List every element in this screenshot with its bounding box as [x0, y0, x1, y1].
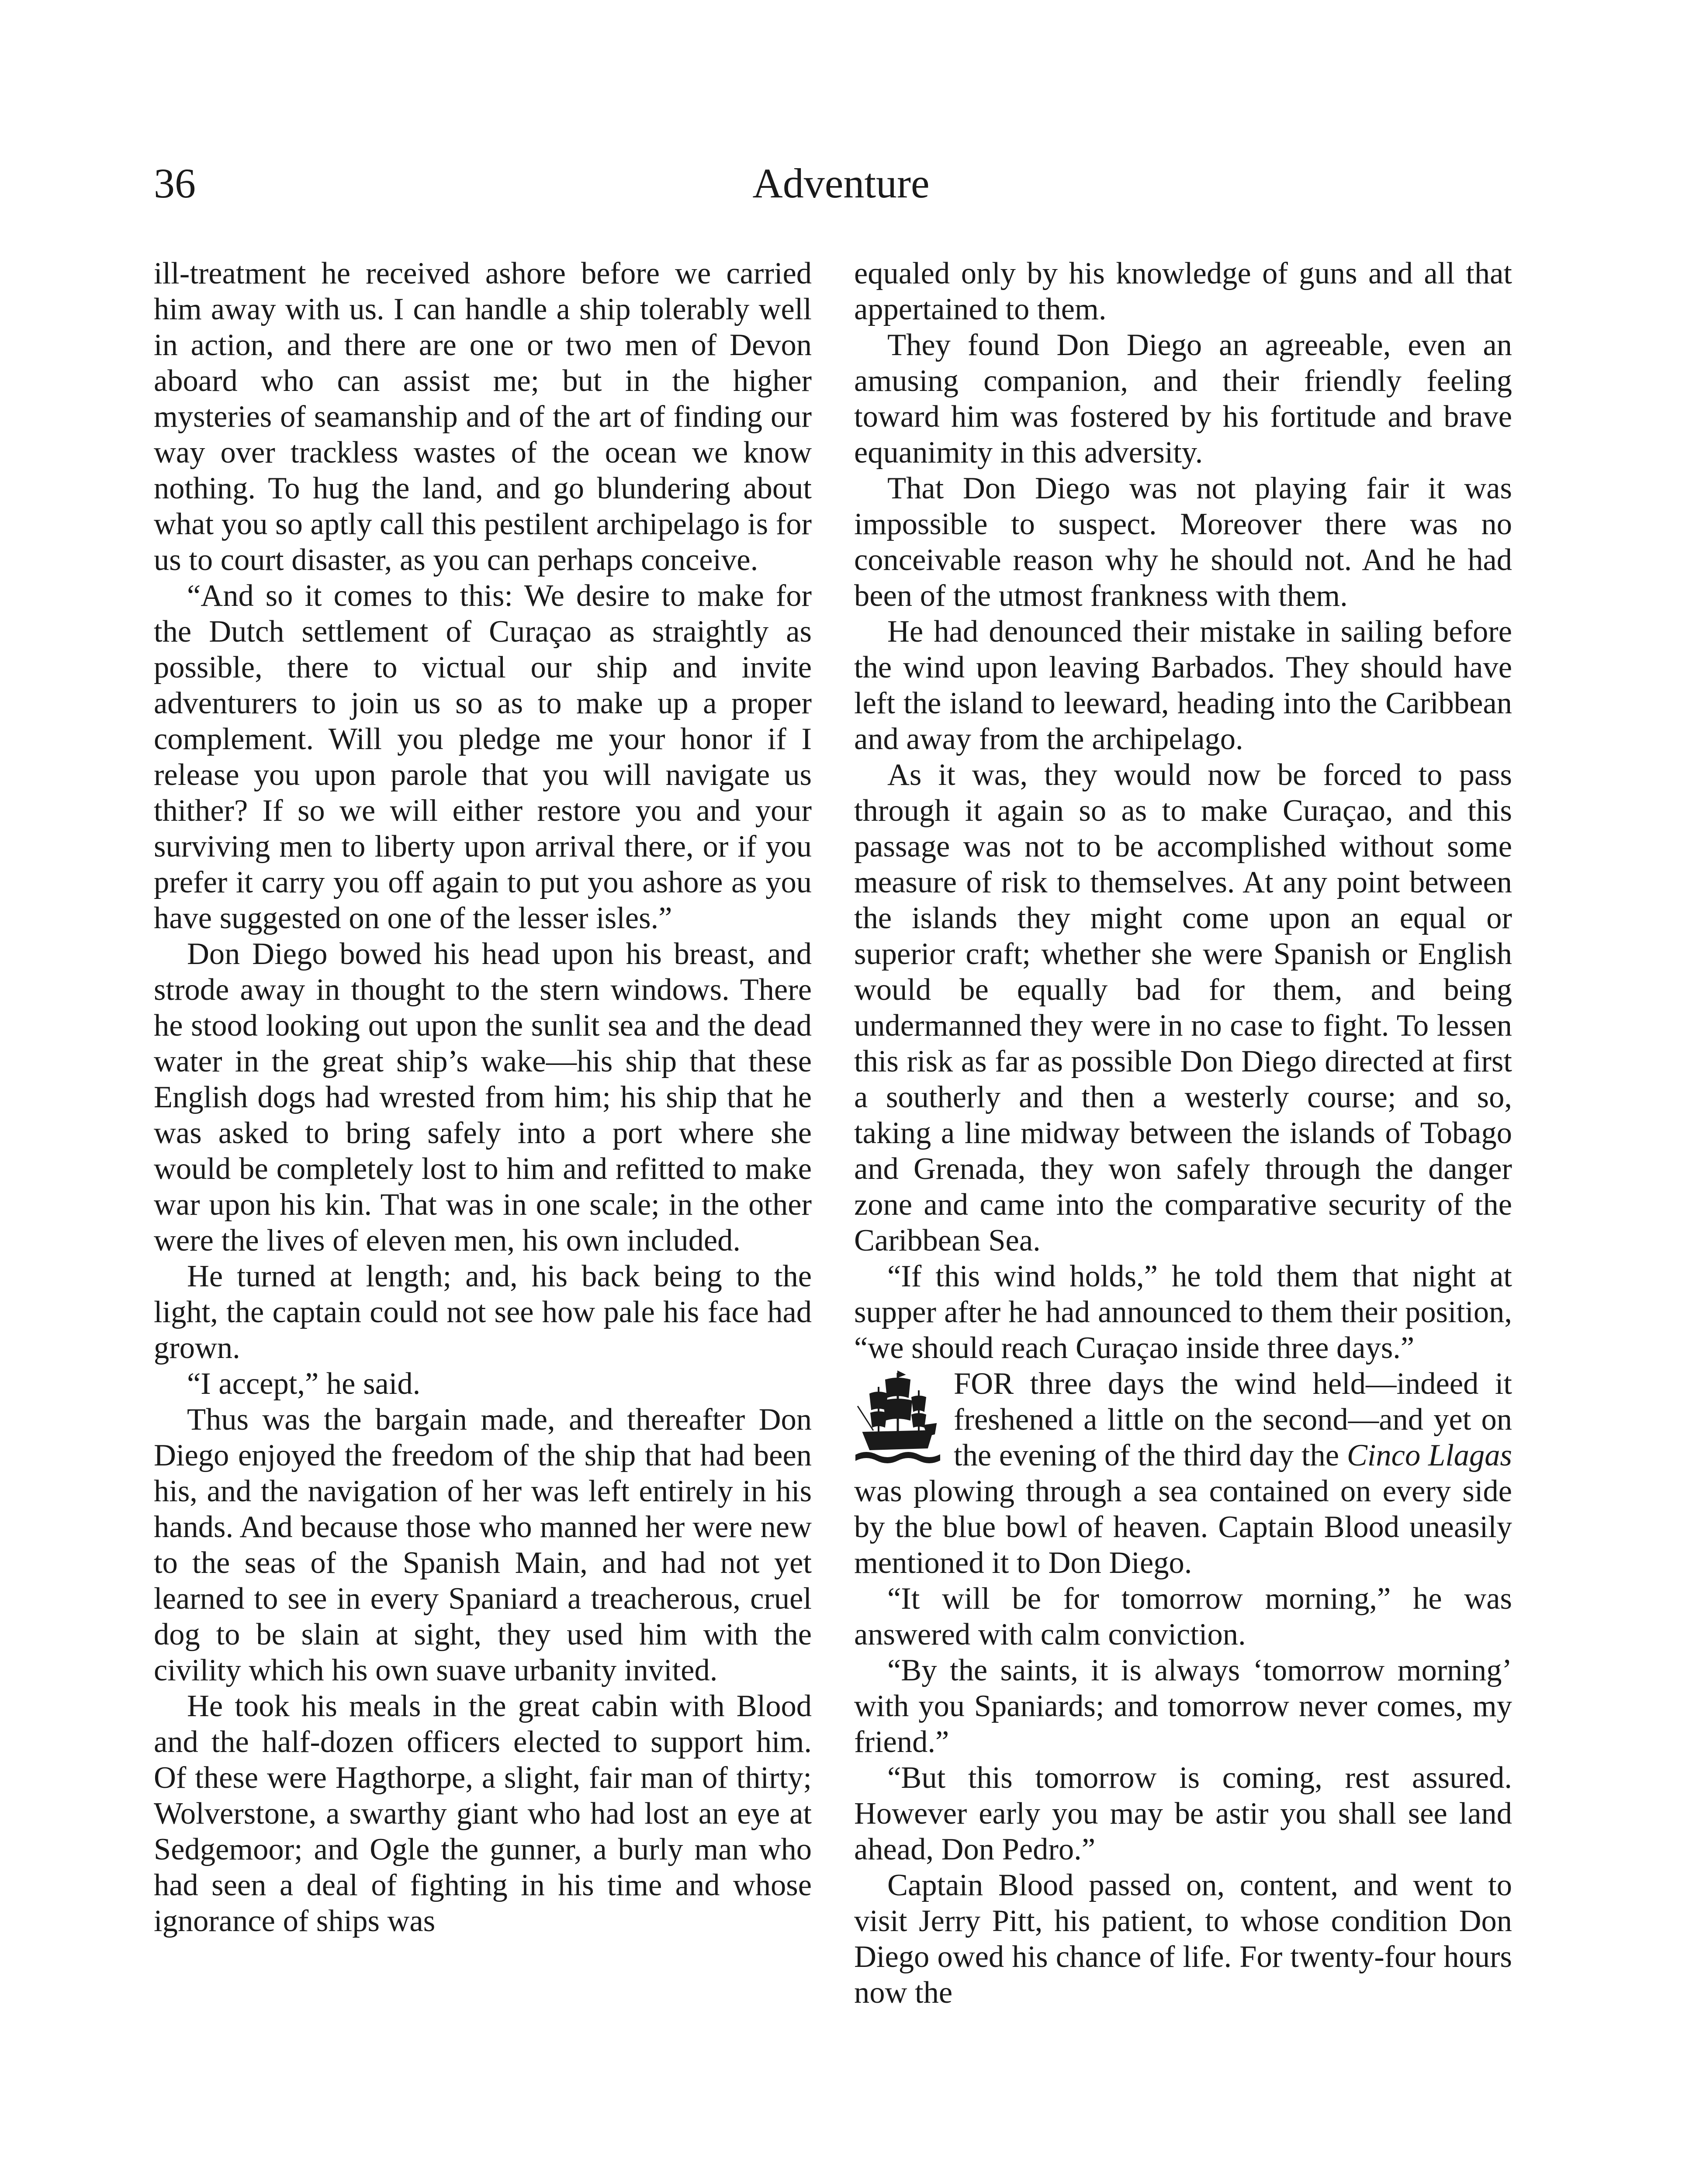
paragraph: equaled only by his knowledge of guns and all that appertained to them. — [854, 256, 1512, 326]
paragraph: That Don Diego was not playing fair it was impossible to suspect. Moreover there was no conceivable reason why he should not. And he had been of the utmost frankness with them. — [854, 471, 1512, 613]
paragraph: “By the saints, it is always ‘tomorrow morning’ with you Spaniards; and tomorrow never comes, my friend.” — [854, 1653, 1512, 1759]
paragraph: As it was, they would now be forced to pass through it again so as to make Curaçao, and this passage was not to be accomplished without some measure of risk to themselves. At any point between the islands they might come upon an equal or superior craft; whether she were Spanish or English would be equally bad for them, and being undermanned they were in no case to fight. To lessen this risk as far as possible Don Diego directed at first a southerly and then a westerly course; and so, taking a line midway between the islands of Tobago and Grenada, they won safely through the danger zone and came into the comparative security of the Caribbean Sea. — [854, 758, 1512, 1258]
paragraph: “If this wind holds,” he told them that night at supper after he had announced to them their position, “we should reach Curaçao inside three days.” — [854, 1259, 1512, 1365]
paragraph: They found Don Diego an agreeable, even an amusing companion, and their friendly feeling toward him was fostered by his fortitude and brave equanimity in this adversity. — [854, 328, 1512, 470]
paragraph: “I accept,” he said. — [187, 1367, 421, 1401]
paragraph: ill-treatment he received ashore before we carried him away with us. I can handle a ship tolerably well in action, and there are one or two men of Devon aboard who can assist me; but in the higher mysteries of seamanship and of the art of finding our way over trackless wastes of the ocean we know nothing. To hug the land, and go blundering about what you so aptly call this pestilent archipelago is for us to court disaster, as you can perhaps conceive. — [154, 256, 812, 577]
section-text-end: was plowing through a sea contained on every side by the blue bowl of heaven. Captain Blood uneasily mentioned it to Don Diego. — [854, 1474, 1512, 1580]
paragraph: He turned at length; and, his back being to the light, the captain could not see how pale his face had grown. — [154, 1259, 812, 1365]
page-number: 36 — [154, 160, 196, 207]
right-column — [854, 256, 1512, 2011]
ship-name: Cinco Llagas — [1346, 1438, 1512, 1472]
running-head: Adventure — [752, 160, 930, 207]
paragraph: “But this tomorrow is coming, rest assured. However early you may be astir you shall see land ahead, Don Pedro.” — [854, 1761, 1512, 1866]
section-text: three days the wind held—indeed it freshened a little on the second—and yet on the evening of the third day the — [954, 1367, 1512, 1472]
section-opening-paragraph — [854, 1366, 1512, 1581]
left-column — [154, 256, 812, 1939]
ship-ornament-icon — [854, 1368, 941, 1469]
paragraph: Thus was the bargain made, and thereafter Don Diego enjoyed the freedom of the ship that had been his, and the navigation of her was left entirely in his hands. And because those who manned her were new to the seas of the Spanish Main, and had not yet learned to see in every Spaniard a treacherous, cruel dog to be slain at sight, they used him with the civility which his own suave urbanity invited. — [154, 1403, 812, 1687]
paragraph: He had denounced their mistake in sailing before the wind upon leaving Barbados. They should have left the island to leeward, heading into the Caribbean and away from the archipelago. — [854, 615, 1512, 756]
paragraph: “It will be for tomorrow morning,” he was answered with calm conviction. — [854, 1582, 1512, 1652]
section-lead-word: FOR — [954, 1367, 1014, 1401]
paragraph: “And so it comes to this: We desire to make for the Dutch settlement of Curaçao as straightly as possible, there to victual our ship and invite adventurers to join us so as to make up a proper complement. Will you pledge me your honor if I release you upon parole that you will navigate us thither? If so we will either restore you and your surviving men to liberty upon arrival there, or if you prefer it carry you off again to put you ashore as you have suggested on one of the lesser isles.” — [154, 579, 812, 935]
paragraph: He took his meals in the great cabin with Blood and the half-dozen officers elected to support him. Of these were Hagthorpe, a slight, fair man of thirty; Wolverstone, a swarthy giant who had lost an eye at Sedgemoor; and Ogle the gunner, a burly man who had seen a deal of fighting in his time and whose ignorance of ships was — [154, 1689, 812, 1938]
paragraph: Captain Blood passed on, content, and went to visit Jerry Pitt, his patient, to whose condition Don Diego owed his chance of life. For twenty-four hours now the — [854, 1868, 1512, 2010]
paragraph: Don Diego bowed his head upon his breast, and strode away in thought to the stern windows. There he stood looking out upon the sunlit sea and the dead water in the great ship’s wake—his ship that these English dogs had wrested from him; his ship that he was asked to bring safely into a port where she would be completely lost to him and refitted to make war upon his kin. That was in one scale; in the other were the lives of eleven men, his own included. — [154, 937, 812, 1258]
